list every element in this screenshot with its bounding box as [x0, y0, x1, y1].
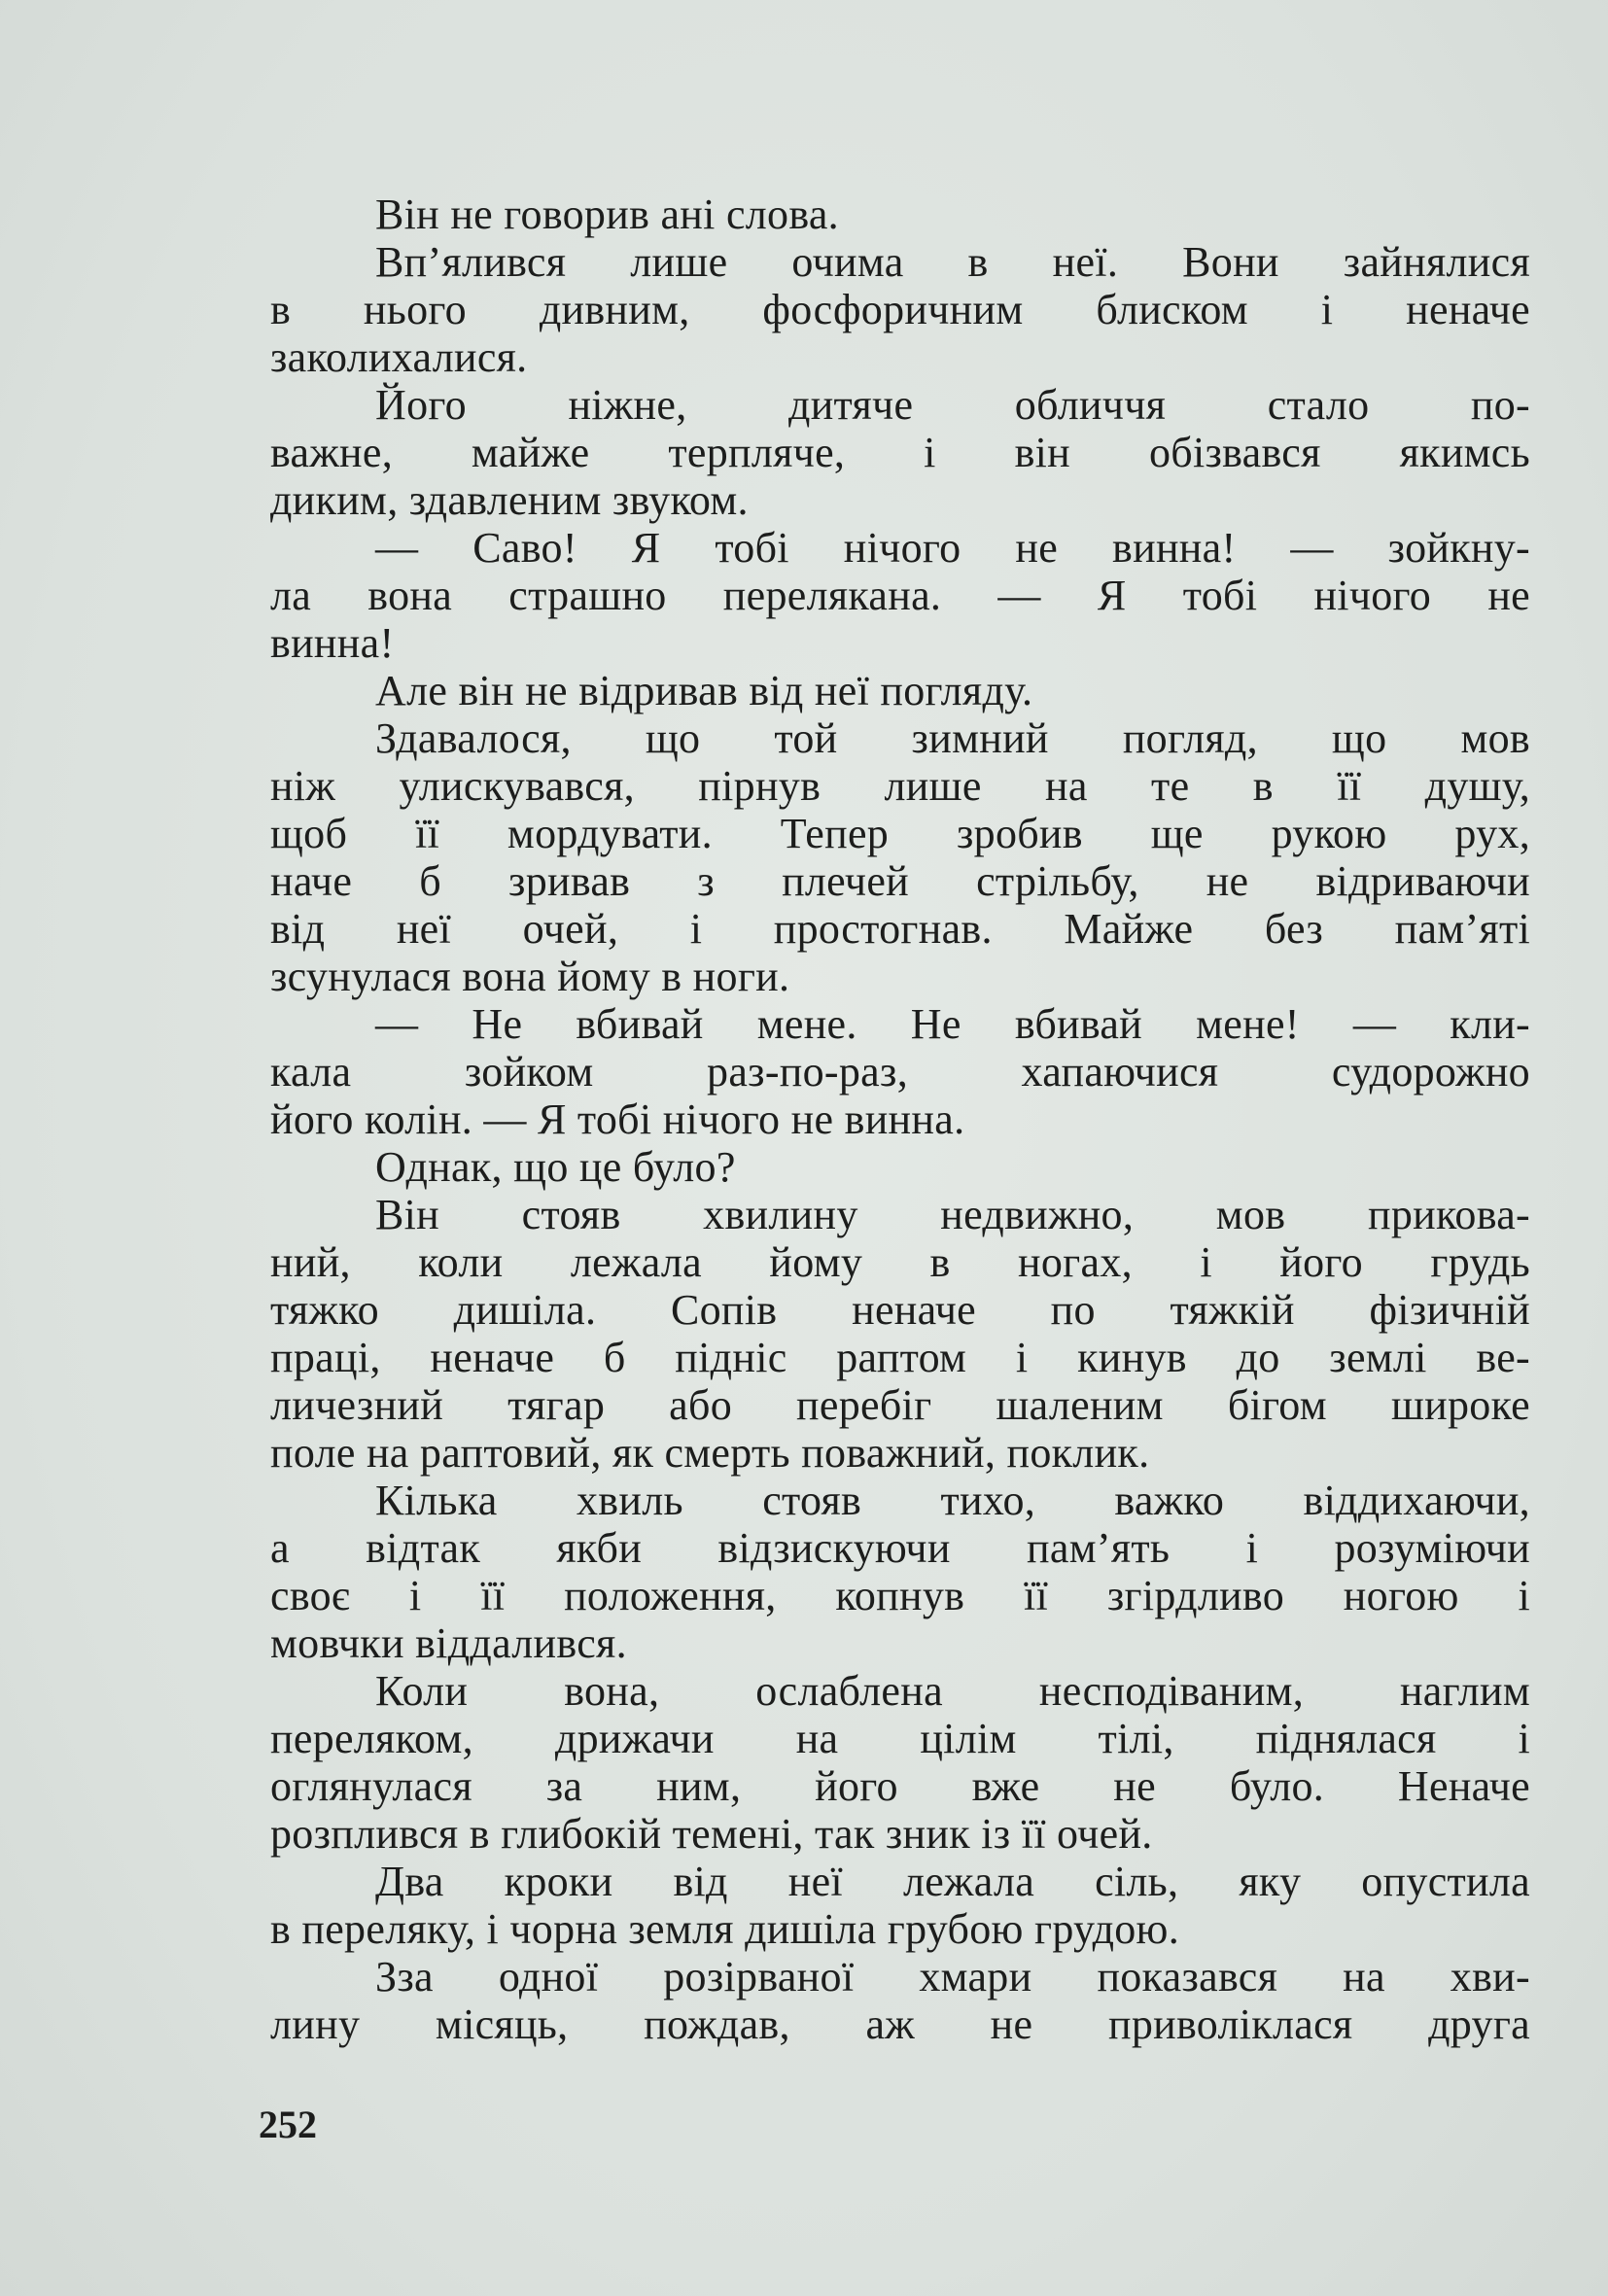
text-line: його колін. — Я тобі нічого не винна.	[270, 1096, 965, 1143]
text-line: личезний тягар або перебіг шаленим бігом широке	[270, 1381, 1530, 1429]
text-line: в переляку, і чорна земля дишіла грубою грудою.	[270, 1905, 1180, 1953]
text-line: кала зойком раз-по-раз, хапаючися судорожно	[270, 1048, 1530, 1096]
text-line: Його ніжне, дитяче обличчя стало по-	[375, 381, 1530, 429]
text-line: заколихалися.	[270, 333, 528, 381]
text-line: Здавалося, що той зимний погляд, що мов	[375, 714, 1530, 762]
text-line: від неї очей, і простогнав. Майже без пам’яті	[270, 905, 1530, 953]
text-line: важне, майже терпляче, і він обізвався якимсь	[270, 429, 1530, 476]
text-line: — Не вбивай мене. Не вбивай мене! — кли-	[375, 1000, 1530, 1048]
text-line: ніж улискувався, пірнув лише на те в її душу,	[270, 762, 1530, 810]
text-line: зсунулася вона йому в ноги.	[270, 953, 790, 1000]
text-line: тяжко дишіла. Сопів неначе по тяжкій фізичній	[270, 1286, 1530, 1334]
text-line: Два кроки від неї лежала сіль, яку опустила	[375, 1858, 1530, 1905]
text-line: Коли вона, ослаблена несподіваним, наглим	[375, 1667, 1530, 1715]
text-line: лину місяць, пождав, аж не приволіклася друга	[270, 2000, 1530, 2048]
text-line: розплився в глибокій темені, так зник із її очей.	[270, 1810, 1153, 1858]
text-line: переляком, дрижачи на цілім тілі, піднялася і	[270, 1715, 1530, 1762]
text-line: Він стояв хвилину недвижно, мов прикова-	[375, 1191, 1530, 1238]
text-line: наче б зривав з плечей стрільбу, не відриваючи	[270, 857, 1530, 905]
text-line: Але він не відривав від неї погляду.	[375, 667, 1033, 714]
text-line: щоб її мордувати. Тепер зробив ще рукою рух,	[270, 810, 1530, 857]
text-line: поле на раптовий, як смерть поважний, поклик.	[270, 1429, 1150, 1477]
text-line: Однак, що це було?	[375, 1143, 736, 1191]
text-line: ла вона страшно переляканa. — Я тобі нічого не	[270, 572, 1530, 619]
text-line: винна!	[270, 619, 395, 667]
text-line: а відтак якби відзискуючи пам’ять і розуміючи	[270, 1524, 1530, 1572]
text-line: своє і її положення, копнув її згірдливо ногою і	[270, 1572, 1530, 1619]
text-line: в нього дивним, фосфоричним блиском і неначе	[270, 286, 1530, 333]
text-line: ний, коли лежала йому в ногах, і його грудь	[270, 1238, 1530, 1286]
text-line: Зза одної розірваної хмари показався на хви-	[375, 1953, 1530, 2000]
body-text	[270, 191, 1530, 2048]
text-line: Вп’ялився лише очима в неї. Вони зайнялися	[375, 238, 1530, 286]
text-line: диким, здавленим звуком.	[270, 476, 749, 524]
text-line: — Саво! Я тобі нічого не винна! — зойкну-	[375, 524, 1530, 572]
text-line: Кілька хвиль стояв тихо, важко віддихаючи,	[375, 1477, 1530, 1524]
text-line: мовчки віддалився.	[270, 1619, 627, 1667]
text-line: праці, неначе б підніс раптом і кинув до землі ве-	[270, 1334, 1530, 1381]
text-line: оглянулася за ним, його вже не було. Неначе	[270, 1762, 1530, 1810]
text-line: Він не говорив ані слова.	[375, 191, 839, 238]
page-number: 252	[259, 2103, 317, 2146]
